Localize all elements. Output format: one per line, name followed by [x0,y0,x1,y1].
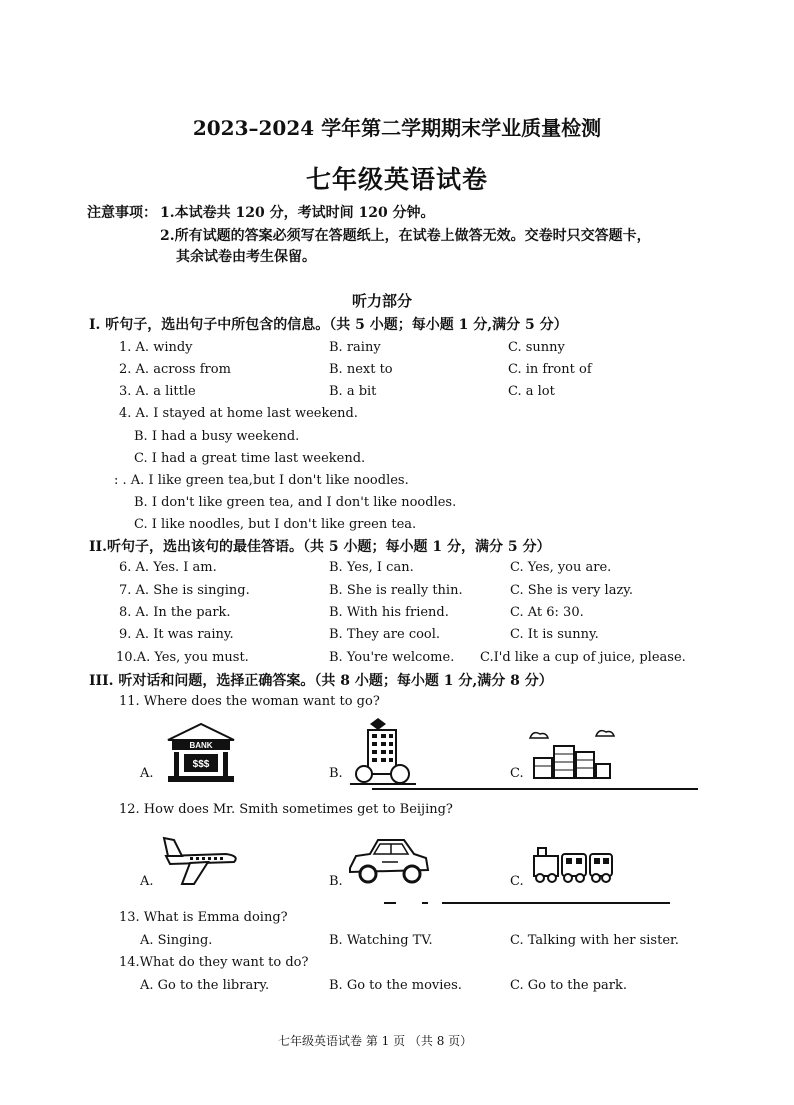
exam-title: 2023–2024 学年第二学期期末学业质量检测 [192,116,602,140]
bank-money-text: $$$ [192,759,210,770]
q1-option-c: C. sunny [508,340,565,355]
q3-option-a: 3. A. a little [119,384,196,399]
q12-label-a: A. [140,874,154,889]
q9-option-a: 9. A. It was rainy. [119,627,234,642]
notes-item-1: 1.本试卷共 120 分，考试时间 120 分钟。 [160,205,435,221]
q13-option-b: B. Watching TV. [329,933,433,948]
section-3-heading: III. 听对话和问题，选择正确答案。（共 8 小题；每小题 1 分,满分 8 分） [89,673,553,689]
q6-option-b: B. Yes, I can. [329,560,414,575]
q11-label-a: A. [140,766,154,781]
q10-option-c: C.I'd like a cup of juice, please. [480,650,686,665]
q14-question: 14.What do they want to do? [119,955,309,970]
q11-question: 11. Where does the woman want to go? [119,694,380,709]
train-icon [530,844,616,884]
q7-option-c: C. She is very lazy. [510,583,634,598]
notes-item-2-line-1: 2.所有试题的答案必须写在答题纸上，在试卷上做答无效。交卷时只交答题卡， [160,228,651,244]
q4-option-c: C. I had a great time last weekend. [134,451,366,466]
notes-label: 注意事项： [87,205,157,221]
q6-option-a: 6. A. Yes. I am. [119,560,217,575]
bank-icon [164,720,238,784]
q8-option-a: 8. A. In the park. [119,605,231,620]
q14-option-c: C. Go to the park. [510,978,627,993]
page-footer: 七年级英语试卷 第 1 页 （共 8 页） [278,1034,473,1048]
hospital-building-icon [348,716,418,788]
q13-option-c: C. Talking with her sister. [510,933,679,948]
city-buildings-icon [526,724,616,784]
q5-option-c: C. I like noodles, but I don't like green tea. [134,517,417,532]
q3-option-c: C. a lot [508,384,555,399]
car-icon [346,832,432,890]
notes-item-2-line-2: 其余试卷由考生保留。 [176,249,316,265]
part-title: 听力部分 [352,292,413,310]
q9-option-b: B. They are cool. [329,627,441,642]
paper-title: 七年级英语试卷 [305,165,488,194]
q8-option-b: B. With his friend. [329,605,449,620]
q11-label-c: C. [510,766,524,781]
q14-option-b: B. Go to the movies. [329,978,462,993]
q1-option-a: 1. A. windy [119,340,193,355]
q12-label-c: C. [510,874,524,889]
ground-line-2 [442,902,670,904]
q12-label-b: B. [329,874,343,889]
q7-option-a: 7. A. She is singing. [119,583,250,598]
q2-option-b: B. next to [329,362,393,377]
section-1-heading: I. 听句子，选出句子中所包含的信息。（共 5 小题；每小题 1 分,满分 5 分） [89,317,568,333]
q5-option-a: : . A. I like green tea,but I don't like noodles. [114,473,409,488]
airplane-icon [160,832,242,888]
q5-option-b: B. I don't like green tea, and I don't like noodles. [134,495,457,510]
q9-option-c: C. It is sunny. [510,627,599,642]
q6-option-c: C. Yes, you are. [510,560,612,575]
q12-question: 12. How does Mr. Smith sometimes get to Beijing? [119,802,453,817]
q4-option-b: B. I had a busy weekend. [134,429,300,444]
q11-label-b: B. [329,766,343,781]
dash-mark-1 [384,902,396,904]
q10-option-a: 10.A. Yes, you must. [116,650,249,665]
bank-sign-text: BANK [189,741,213,750]
q13-option-a: A. Singing. [140,933,213,948]
q13-question: 13. What is Emma doing? [119,910,288,925]
q1-option-b: B. rainy [329,340,381,355]
q2-option-c: C. in front of [508,362,592,377]
q4-option-a: 4. A. I stayed at home last weekend. [119,406,358,421]
q7-option-b: B. She is really thin. [329,583,463,598]
q2-option-a: 2. A. across from [119,362,231,377]
q3-option-b: B. a bit [329,384,377,399]
dash-mark-2 [422,902,428,904]
q14-option-a: A. Go to the library. [140,978,270,993]
q8-option-c: C. At 6: 30. [510,605,584,620]
section-2-heading: II.听句子，选出该句的最佳答语。（共 5 小题；每小题 1 分，满分 5 分） [89,539,551,555]
q10-option-b: B. You're welcome. [329,650,455,665]
ground-line [372,788,698,790]
